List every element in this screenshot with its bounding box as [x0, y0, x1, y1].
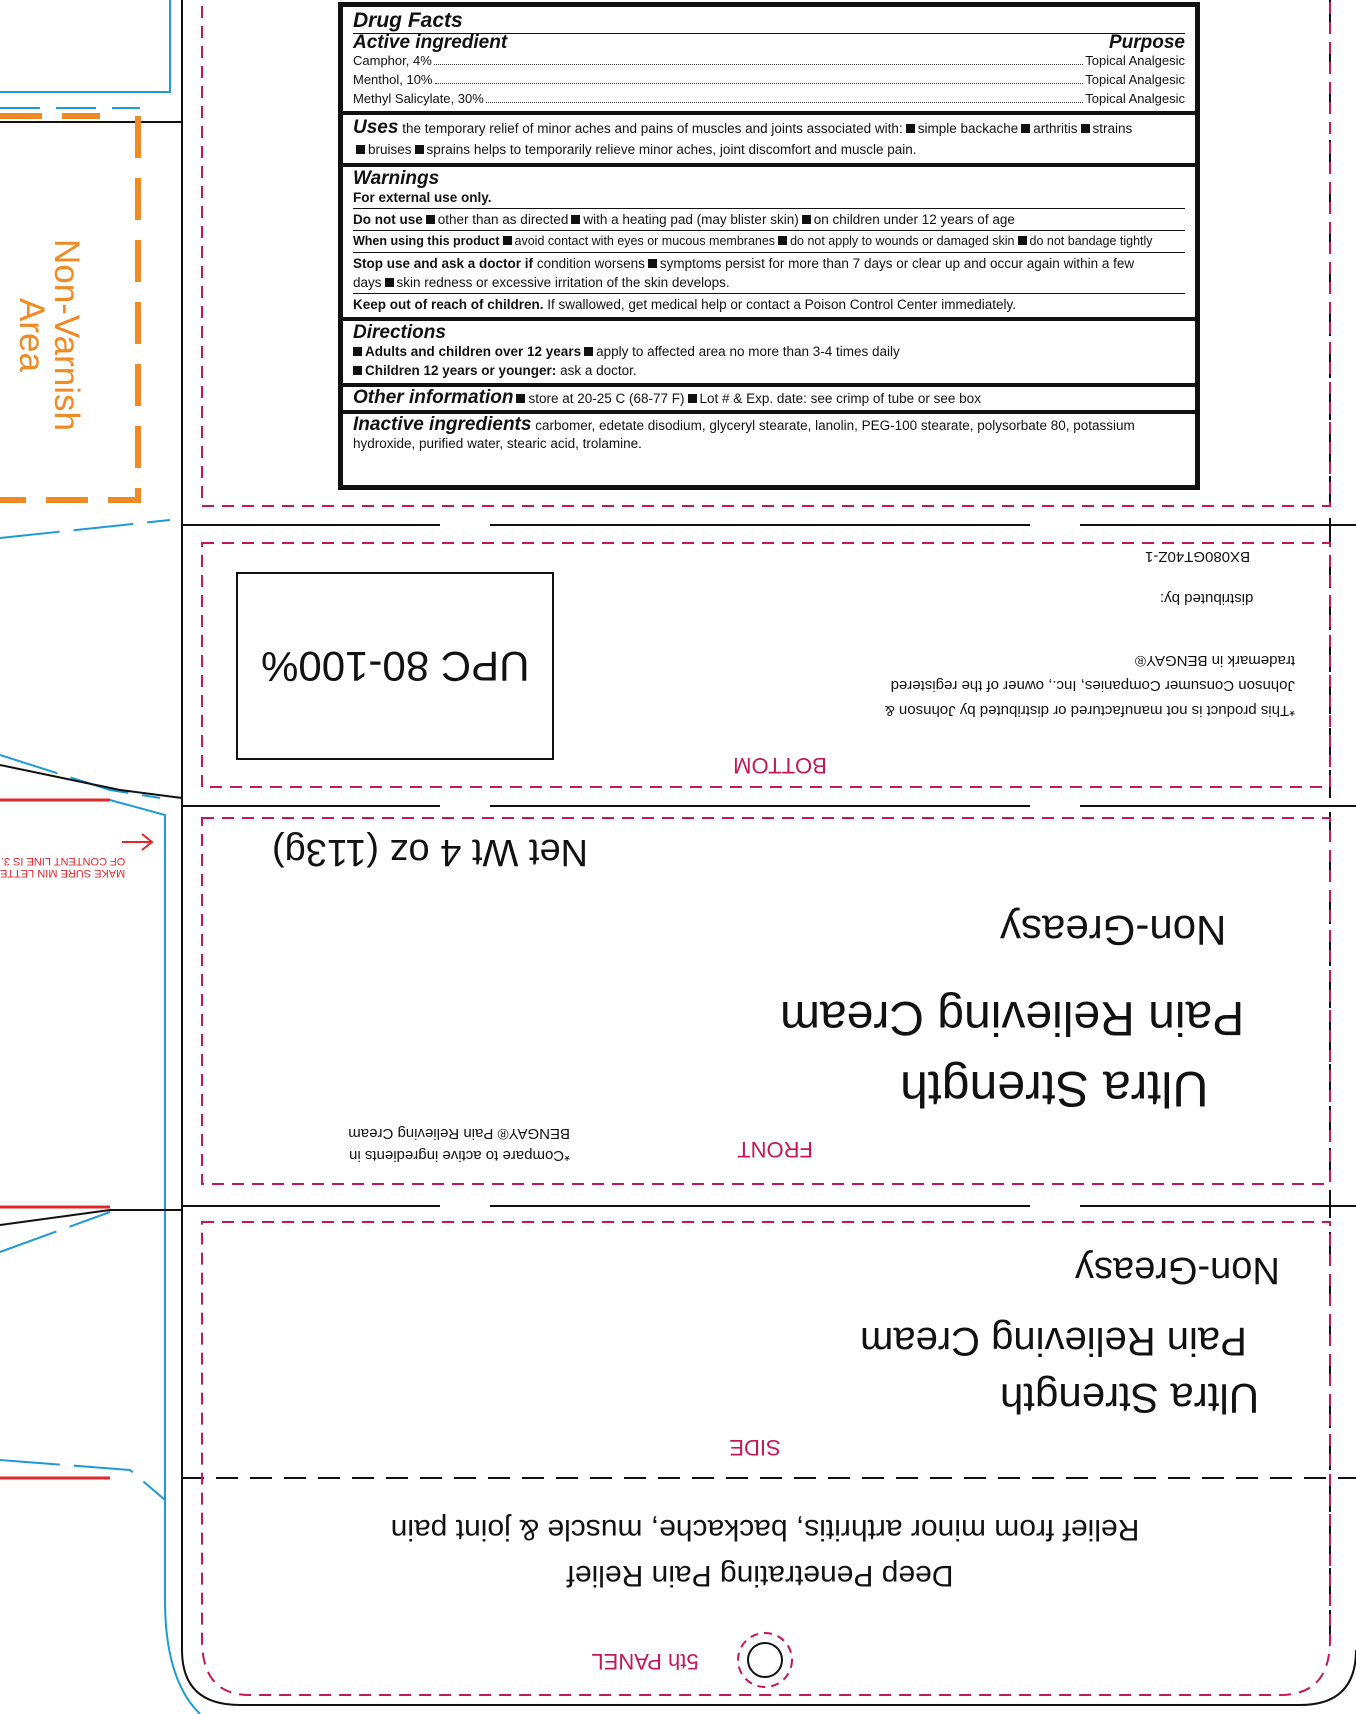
purpose-heading: Purpose: [1108, 32, 1185, 53]
deep-penetrating-line: Deep Penetrating Pain Relief: [566, 1559, 954, 1592]
inactive-ingredients-section: Inactive ingredients carbomer, edetate disodium, glyceryl stearate, lanolin, PEG-100 stearate, polysorbate 80, potassium hydroxide, purified water, stearic acid, trolamine.: [353, 414, 1135, 451]
upc-text: UPC 80-100%: [260, 643, 530, 690]
fifth-panel-label: 5th PANEL: [591, 1649, 699, 1674]
upc-box: [236, 572, 554, 760]
ingredient-row: Menthol, 10% Topical Analgesic: [353, 72, 1185, 87]
active-ingredient-heading: Active ingredient: [353, 32, 508, 53]
other-information-section: Other information store at 20-25 C (68-77 F) Lot # & Exp. date: see crimp of tube or see box: [343, 387, 1195, 414]
side-label: SIDE: [729, 1435, 781, 1460]
net-weight: Net Wt 4 oz (113g): [271, 831, 589, 873]
side-product-name-line1: Ultra Strength: [1000, 1375, 1260, 1422]
front-non-greasy: Non-Greasy: [1000, 907, 1227, 954]
min-letter-note: MAKE SURE MIN LETTE OF CONTENT LINE IS 3.: [0, 855, 126, 879]
product-code: BX080GT40Z-1: [1145, 548, 1251, 565]
non-varnish-label: Non-Varnish Area: [12, 239, 86, 431]
drug-facts-panel: [338, 2, 1200, 490]
distributed-by: distributed by:: [1160, 590, 1254, 607]
uses-section: Uses the temporary relief of minor aches and pains of muscles and joints associated with: simple backache arthritis strains bruises sprains helps to temporarily relieve minor aches, joint discomfort and muscle pain.: [343, 115, 1195, 167]
front-product-name-line1: Ultra Strength: [900, 1061, 1209, 1117]
disclaimer-block: *This product is not manufactured or distributed by Johnson & Johnson Consumer Companies, Inc., owner of the registered trademark in BENGAY®: [884, 652, 1295, 719]
active-ingredient-section: [343, 7, 1195, 115]
warnings-section: Warnings For external use only. Do not use other than as directed with a heating pad (may blister skin) on children under 12 years of age When using this product avoid contact with eyes or mucous membranes do not apply to wounds or damaged skin do not bandage tightly Stop use and ask a doctor if condition worsens symptoms persist for more than 7 days or clear up and occur again within a few days skin redness or excessive irritation of the skin develops. Keep out of reach of children. If swallowed, get medical help or contact a Poison Control Center immediately.: [343, 167, 1195, 321]
bottom-label: BOTTOM: [733, 753, 827, 778]
ingredient-row: Methyl Salicylate, 30% Topical Analgesic: [353, 91, 1185, 106]
drug-facts-title: Drug Facts: [353, 9, 463, 32]
compare-note: *Compare to active ingredients in BENGAY® Pain Relieving Cream: [348, 1125, 570, 1164]
relief-line: Relief from minor arthritis, backache, muscle & joint pain: [390, 1513, 1140, 1546]
directions-section: Directions Adults and children over 12 years apply to affected area no more than 3-4 times daily Children 12 years or younger: ask a doctor.: [343, 321, 1195, 387]
front-product-name-line2: Pain Relieving Cream: [780, 991, 1245, 1044]
front-label: FRONT: [737, 1137, 813, 1162]
side-product-name-line2: Pain Relieving Cream: [860, 1319, 1247, 1363]
ingredient-row: Camphor, 4% Topical Analgesic: [353, 53, 1185, 68]
side-non-greasy: Non-Greasy: [1075, 1249, 1280, 1291]
